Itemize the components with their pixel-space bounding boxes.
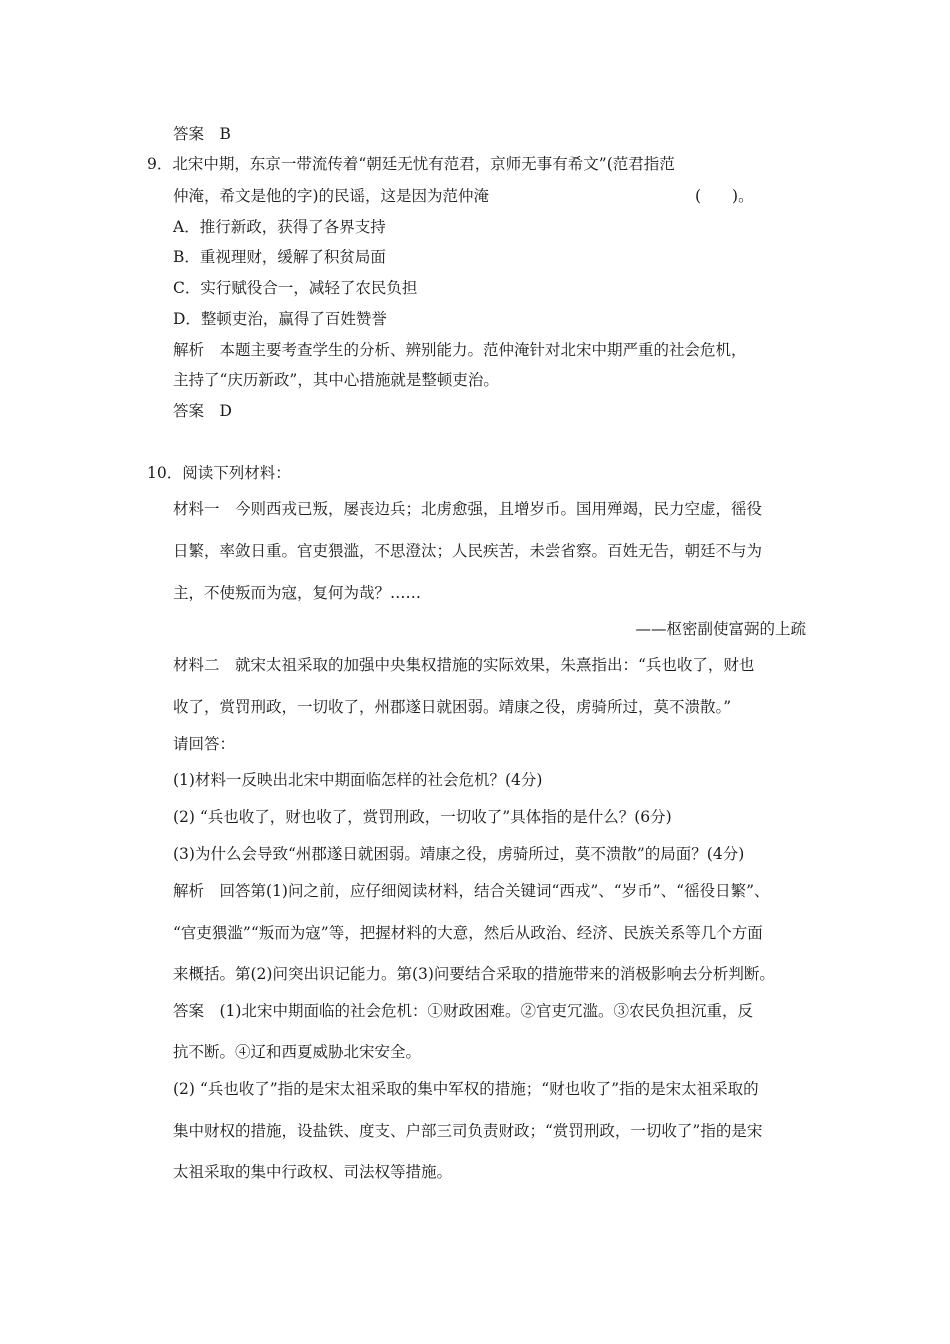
q9-answer: 答案 D xyxy=(173,402,232,420)
q10-material1-line3: 主，不使叛而为寇，复何为哉？…… xyxy=(173,584,422,602)
q10-material1-line2: 日繁，率敛日重。官吏猥滥，不思澄汰；人民疾苦，未尝省察。百姓无告，朝廷不与为 xyxy=(173,542,763,560)
q9-analysis-line2: 主持了“庆历新政”，其中心措施就是整顿吏治。 xyxy=(173,371,499,389)
q10-material1-line1: 材料一 今则西戎已叛，屡丧边兵；北虏愈强，且增岁币。国用殚竭，民力空虚，徭役 xyxy=(173,500,763,518)
q9-option-b: B．重视理财，缓解了积贫局面 xyxy=(173,248,386,266)
q9-answer-blank: ( )。 xyxy=(695,187,754,205)
q10-material2-line2: 收了，赏罚刑政，一切收了，州郡遂日就困弱。靖康之役，虏骑所过，莫不溃散。” xyxy=(173,698,732,716)
q10-answer-line1: 答案 (1)北宋中期面临的社会危机：①财政困难。②官吏冗滥。③农民负担沉重，反 xyxy=(173,1002,753,1020)
q8-answer: 答案 B xyxy=(173,125,231,143)
q10-sub-question-2: (2) “兵也收了，财也收了，赏罚刑政，一切收了”具体指的是什么？(6分) xyxy=(173,808,672,826)
q9-stem-line2: 仲淹，希文是他的字)的民谣，这是因为范仲淹 xyxy=(173,187,490,205)
q10-material2-line1: 材料二 就宋太祖采取的加强中央集权措施的实际效果，朱熹指出：“兵也收了，财也 xyxy=(173,656,755,674)
q10-answer-line2: 抗不断。④辽和西夏威胁北宋安全。 xyxy=(173,1043,422,1061)
q10-sub-question-1: (1)材料一反映出北宋中期面临怎样的社会危机？(4分) xyxy=(173,771,543,789)
q10-prompt: 请回答： xyxy=(173,735,236,753)
q9-option-a: A．推行新政，获得了各界支持 xyxy=(173,218,386,236)
q10-material1-source: ——枢密副使富弼的上疏 xyxy=(635,620,806,638)
q10-sub-question-3: (3)为什么会导致“州郡遂日就困弱。靖康之役，虏骑所过，莫不溃散”的局面？(4分) xyxy=(173,845,745,863)
q10-answer-line5: 太祖采取的集中行政权、司法权等措施。 xyxy=(173,1163,453,1181)
q10-analysis-line2: “官吏猥滥”“叛而为寇”等，把握材料的大意，然后从政治、经济、民族关系等几个方面 xyxy=(173,924,763,942)
q10-analysis-line3: 来概括。第(2)问突出识记能力。第(3)问要结合采取的措施带来的消极影响去分析判断。 xyxy=(173,965,775,983)
q9-option-c: C．实行赋役合一，减轻了农民负担 xyxy=(173,279,418,297)
q10-answer-line3: (2) “兵也收了”指的是宋太祖采取的集中军权的措施；“财也收了”指的是宋太祖采取的 xyxy=(173,1080,759,1098)
q10-analysis-line1: 解析 回答第(1)问之前，应仔细阅读材料，结合关键词“西戎”、“岁币”、“徭役日繁”、 xyxy=(173,882,770,900)
q9-stem-line1: 9．北宋中期，东京一带流传着“朝廷无忧有范君，京师无事有希文”(范君指范 xyxy=(147,155,675,173)
q10-answer-line4: 集中财权的措施，设盐铁、度支、户部三司负责财政；“赏罚刑政，一切收了”指的是宋 xyxy=(173,1122,763,1140)
q10-stem: 10．阅读下列材料： xyxy=(147,464,291,482)
q9-analysis-line1: 解析 本题主要考查学生的分析、辨别能力。范仲淹针对北宋中期严重的社会危机， xyxy=(173,341,747,359)
q9-option-d: D．整顿吏治，赢得了百姓赞誉 xyxy=(173,310,387,328)
